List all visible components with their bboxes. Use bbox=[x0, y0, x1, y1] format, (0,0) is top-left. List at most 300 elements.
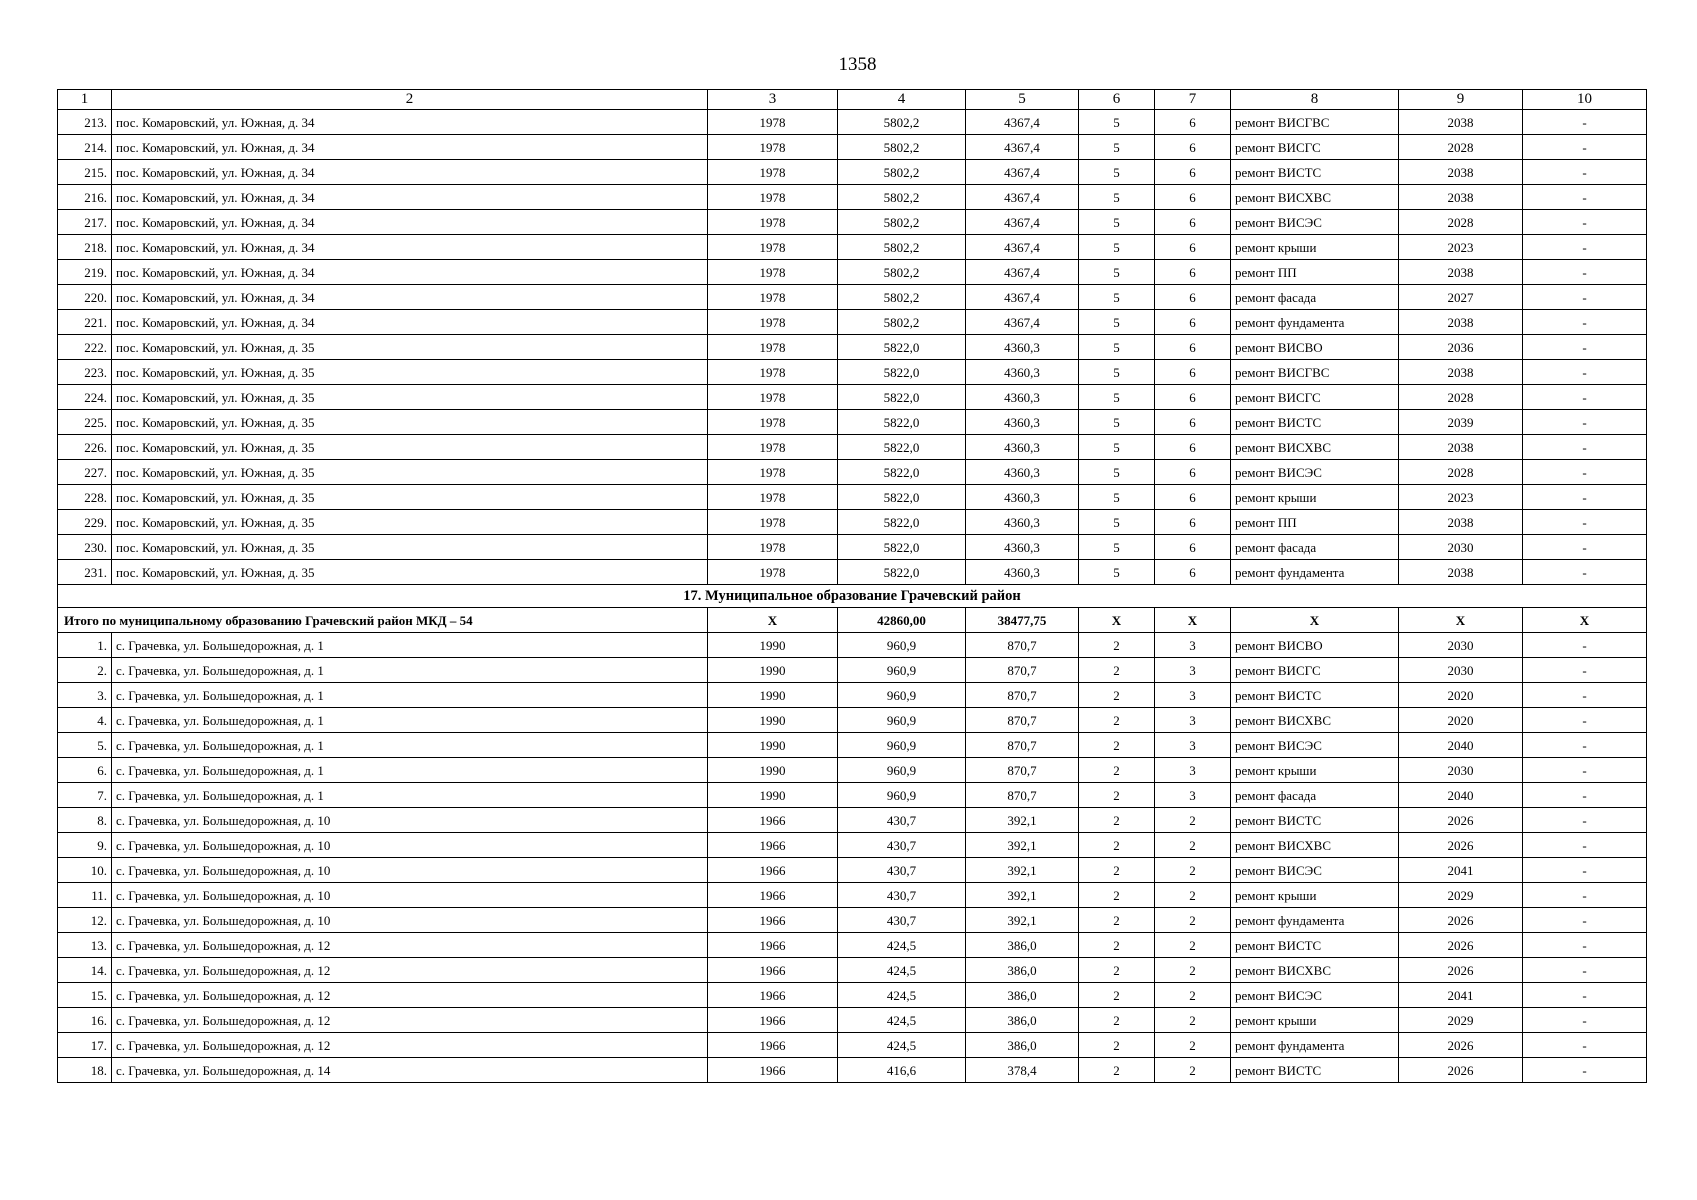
cell-plan-year: 2038 bbox=[1399, 510, 1523, 535]
total-work: Х bbox=[1231, 608, 1399, 633]
cell-row-number: 14. bbox=[58, 958, 112, 983]
cell-note: - bbox=[1523, 460, 1647, 485]
column-header: 1 bbox=[58, 90, 112, 110]
cell-address: с. Грачевка, ул. Большедорожная, д. 10 bbox=[112, 858, 708, 883]
table-row bbox=[58, 1058, 1647, 1083]
cell-floors: 2 bbox=[1079, 633, 1155, 658]
cell-floors: 2 bbox=[1079, 808, 1155, 833]
cell-note: - bbox=[1523, 210, 1647, 235]
total-entrances: Х bbox=[1155, 608, 1231, 633]
cell-address: с. Грачевка, ул. Большедорожная, д. 12 bbox=[112, 1008, 708, 1033]
table-row bbox=[58, 260, 1647, 285]
cell-entrances: 6 bbox=[1155, 185, 1231, 210]
cell-floors: 5 bbox=[1079, 385, 1155, 410]
cell-work-type: ремонт ВИСТС bbox=[1231, 683, 1399, 708]
cell-address: пос. Комаровский, ул. Южная, д. 35 bbox=[112, 535, 708, 560]
cell-address: с. Грачевка, ул. Большедорожная, д. 1 bbox=[112, 683, 708, 708]
cell-build-year: 1966 bbox=[708, 1033, 838, 1058]
cell-work-type: ремонт фундамента bbox=[1231, 560, 1399, 585]
cell-area-living: 4367,4 bbox=[966, 185, 1079, 210]
cell-note: - bbox=[1523, 858, 1647, 883]
cell-address: с. Грачевка, ул. Большедорожная, д. 1 bbox=[112, 758, 708, 783]
cell-row-number: 230. bbox=[58, 535, 112, 560]
cell-area-living: 4360,3 bbox=[966, 335, 1079, 360]
cell-area-total: 430,7 bbox=[838, 833, 966, 858]
cell-plan-year: 2020 bbox=[1399, 708, 1523, 733]
cell-row-number: 9. bbox=[58, 833, 112, 858]
cell-note: - bbox=[1523, 683, 1647, 708]
cell-address: с. Грачевка, ул. Большедорожная, д. 12 bbox=[112, 933, 708, 958]
cell-plan-year: 2038 bbox=[1399, 560, 1523, 585]
cell-area-total: 5822,0 bbox=[838, 435, 966, 460]
cell-row-number: 3. bbox=[58, 683, 112, 708]
cell-area-living: 4367,4 bbox=[966, 160, 1079, 185]
table-row bbox=[58, 683, 1647, 708]
table-row bbox=[58, 883, 1647, 908]
total-year: Х bbox=[708, 608, 838, 633]
cell-work-type: ремонт ВИСЭС bbox=[1231, 983, 1399, 1008]
cell-area-living: 4360,3 bbox=[966, 435, 1079, 460]
cell-row-number: 1. bbox=[58, 633, 112, 658]
cell-entrances: 6 bbox=[1155, 410, 1231, 435]
cell-work-type: ремонт крыши bbox=[1231, 1008, 1399, 1033]
cell-plan-year: 2029 bbox=[1399, 883, 1523, 908]
cell-entrances: 6 bbox=[1155, 485, 1231, 510]
cell-floors: 5 bbox=[1079, 160, 1155, 185]
column-number-row bbox=[58, 90, 1647, 110]
cell-work-type: ремонт фасада bbox=[1231, 783, 1399, 808]
cell-area-living: 4367,4 bbox=[966, 210, 1079, 235]
cell-entrances: 3 bbox=[1155, 633, 1231, 658]
cell-note: - bbox=[1523, 983, 1647, 1008]
table-row bbox=[58, 933, 1647, 958]
cell-note: - bbox=[1523, 510, 1647, 535]
cell-row-number: 12. bbox=[58, 908, 112, 933]
table-row bbox=[58, 833, 1647, 858]
cell-note: - bbox=[1523, 733, 1647, 758]
cell-work-type: ремонт ВИСХВС bbox=[1231, 435, 1399, 460]
cell-work-type: ремонт ВИСЭС bbox=[1231, 210, 1399, 235]
cell-address: пос. Комаровский, ул. Южная, д. 34 bbox=[112, 135, 708, 160]
cell-plan-year: 2028 bbox=[1399, 210, 1523, 235]
cell-area-total: 430,7 bbox=[838, 908, 966, 933]
cell-work-type: ремонт фундамента bbox=[1231, 1033, 1399, 1058]
cell-build-year: 1978 bbox=[708, 235, 838, 260]
cell-floors: 5 bbox=[1079, 285, 1155, 310]
cell-work-type: ремонт ВИСВО bbox=[1231, 633, 1399, 658]
page-number: 1358 bbox=[838, 54, 877, 75]
cell-area-living: 392,1 bbox=[966, 833, 1079, 858]
table-row bbox=[58, 983, 1647, 1008]
cell-address: пос. Комаровский, ул. Южная, д. 34 bbox=[112, 310, 708, 335]
cell-plan-year: 2026 bbox=[1399, 958, 1523, 983]
cell-build-year: 1990 bbox=[708, 733, 838, 758]
cell-area-total: 5822,0 bbox=[838, 560, 966, 585]
table-row bbox=[58, 808, 1647, 833]
cell-floors: 2 bbox=[1079, 708, 1155, 733]
cell-floors: 5 bbox=[1079, 310, 1155, 335]
cell-entrances: 6 bbox=[1155, 260, 1231, 285]
cell-area-living: 4360,3 bbox=[966, 410, 1079, 435]
table-row bbox=[58, 210, 1647, 235]
cell-floors: 2 bbox=[1079, 683, 1155, 708]
cell-note: - bbox=[1523, 633, 1647, 658]
cell-row-number: 5. bbox=[58, 733, 112, 758]
cell-build-year: 1990 bbox=[708, 658, 838, 683]
cell-area-living: 386,0 bbox=[966, 958, 1079, 983]
table-row bbox=[58, 435, 1647, 460]
rows-gracheva bbox=[58, 633, 1647, 1083]
cell-build-year: 1978 bbox=[708, 360, 838, 385]
table-row bbox=[58, 1033, 1647, 1058]
cell-address: пос. Комаровский, ул. Южная, д. 34 bbox=[112, 260, 708, 285]
cell-floors: 2 bbox=[1079, 1008, 1155, 1033]
cell-area-living: 4360,3 bbox=[966, 385, 1079, 410]
cell-floors: 5 bbox=[1079, 435, 1155, 460]
cell-work-type: ремонт крыши bbox=[1231, 235, 1399, 260]
cell-area-living: 386,0 bbox=[966, 933, 1079, 958]
cell-plan-year: 2038 bbox=[1399, 310, 1523, 335]
cell-floors: 5 bbox=[1079, 360, 1155, 385]
cell-entrances: 6 bbox=[1155, 335, 1231, 360]
cell-area-total: 5822,0 bbox=[838, 410, 966, 435]
cell-area-total: 5822,0 bbox=[838, 360, 966, 385]
cell-area-living: 4367,4 bbox=[966, 235, 1079, 260]
cell-area-total: 424,5 bbox=[838, 1008, 966, 1033]
table-row bbox=[58, 285, 1647, 310]
cell-build-year: 1990 bbox=[708, 783, 838, 808]
cell-plan-year: 2023 bbox=[1399, 485, 1523, 510]
cell-address: с. Грачевка, ул. Большедорожная, д. 1 bbox=[112, 708, 708, 733]
table-row bbox=[58, 485, 1647, 510]
cell-area-total: 424,5 bbox=[838, 1033, 966, 1058]
cell-work-type: ремонт ВИСЭС bbox=[1231, 733, 1399, 758]
cell-build-year: 1978 bbox=[708, 510, 838, 535]
cell-area-living: 870,7 bbox=[966, 658, 1079, 683]
cell-area-living: 870,7 bbox=[966, 708, 1079, 733]
cell-floors: 2 bbox=[1079, 833, 1155, 858]
cell-floors: 5 bbox=[1079, 235, 1155, 260]
cell-address: пос. Комаровский, ул. Южная, д. 34 bbox=[112, 235, 708, 260]
cell-area-living: 392,1 bbox=[966, 883, 1079, 908]
cell-area-total: 5822,0 bbox=[838, 385, 966, 410]
cell-entrances: 6 bbox=[1155, 435, 1231, 460]
cell-address: с. Грачевка, ул. Большедорожная, д. 10 bbox=[112, 833, 708, 858]
cell-plan-year: 2041 bbox=[1399, 983, 1523, 1008]
cell-area-total: 5822,0 bbox=[838, 510, 966, 535]
table-row bbox=[58, 360, 1647, 385]
cell-floors: 2 bbox=[1079, 758, 1155, 783]
cell-address: пос. Комаровский, ул. Южная, д. 34 bbox=[112, 185, 708, 210]
cell-note: - bbox=[1523, 535, 1647, 560]
cell-area-living: 386,0 bbox=[966, 1008, 1079, 1033]
cell-area-total: 5802,2 bbox=[838, 235, 966, 260]
cell-entrances: 2 bbox=[1155, 883, 1231, 908]
cell-area-total: 5822,0 bbox=[838, 460, 966, 485]
cell-address: с. Грачевка, ул. Большедорожная, д. 14 bbox=[112, 1058, 708, 1083]
cell-address: с. Грачевка, ул. Большедорожная, д. 12 bbox=[112, 983, 708, 1008]
cell-work-type: ремонт ВИСГС bbox=[1231, 658, 1399, 683]
cell-work-type: ремонт ВИСХВС bbox=[1231, 833, 1399, 858]
cell-note: - bbox=[1523, 110, 1647, 135]
cell-entrances: 6 bbox=[1155, 210, 1231, 235]
cell-row-number: 213. bbox=[58, 110, 112, 135]
cell-note: - bbox=[1523, 833, 1647, 858]
cell-address: пос. Комаровский, ул. Южная, д. 35 bbox=[112, 360, 708, 385]
column-header: 6 bbox=[1079, 90, 1155, 110]
cell-area-living: 4360,3 bbox=[966, 560, 1079, 585]
cell-area-total: 5802,2 bbox=[838, 260, 966, 285]
cell-plan-year: 2028 bbox=[1399, 385, 1523, 410]
cell-floors: 5 bbox=[1079, 135, 1155, 160]
cell-entrances: 3 bbox=[1155, 658, 1231, 683]
cell-note: - bbox=[1523, 135, 1647, 160]
table-row bbox=[58, 658, 1647, 683]
cell-plan-year: 2036 bbox=[1399, 335, 1523, 360]
table-row bbox=[58, 560, 1647, 585]
cell-work-type: ремонт фундамента bbox=[1231, 908, 1399, 933]
cell-work-type: ремонт ВИСЭС bbox=[1231, 460, 1399, 485]
cell-address: с. Грачевка, ул. Большедорожная, д. 12 bbox=[112, 958, 708, 983]
cell-area-living: 4360,3 bbox=[966, 535, 1079, 560]
cell-note: - bbox=[1523, 435, 1647, 460]
cell-plan-year: 2020 bbox=[1399, 683, 1523, 708]
cell-floors: 2 bbox=[1079, 858, 1155, 883]
cell-row-number: 8. bbox=[58, 808, 112, 833]
cell-note: - bbox=[1523, 235, 1647, 260]
cell-work-type: ремонт ВИСГС bbox=[1231, 385, 1399, 410]
cell-address: пос. Комаровский, ул. Южная, д. 35 bbox=[112, 335, 708, 360]
table-row bbox=[58, 535, 1647, 560]
cell-build-year: 1966 bbox=[708, 1058, 838, 1083]
cell-area-total: 960,9 bbox=[838, 683, 966, 708]
cell-build-year: 1966 bbox=[708, 983, 838, 1008]
cell-area-total: 430,7 bbox=[838, 808, 966, 833]
cell-plan-year: 2028 bbox=[1399, 135, 1523, 160]
cell-area-total: 960,9 bbox=[838, 758, 966, 783]
table-row bbox=[58, 110, 1647, 135]
cell-entrances: 6 bbox=[1155, 535, 1231, 560]
cell-note: - bbox=[1523, 310, 1647, 335]
cell-build-year: 1990 bbox=[708, 708, 838, 733]
cell-floors: 2 bbox=[1079, 1058, 1155, 1083]
cell-area-living: 4367,4 bbox=[966, 135, 1079, 160]
cell-floors: 5 bbox=[1079, 535, 1155, 560]
cell-build-year: 1978 bbox=[708, 435, 838, 460]
total-floors: Х bbox=[1079, 608, 1155, 633]
cell-work-type: ремонт ВИСХВС bbox=[1231, 958, 1399, 983]
cell-build-year: 1966 bbox=[708, 908, 838, 933]
cell-entrances: 6 bbox=[1155, 510, 1231, 535]
cell-row-number: 218. bbox=[58, 235, 112, 260]
cell-row-number: 231. bbox=[58, 560, 112, 585]
cell-area-living: 4360,3 bbox=[966, 460, 1079, 485]
table-row bbox=[58, 510, 1647, 535]
cell-row-number: 10. bbox=[58, 858, 112, 883]
cell-area-living: 378,4 bbox=[966, 1058, 1079, 1083]
column-header: 5 bbox=[966, 90, 1079, 110]
cell-plan-year: 2038 bbox=[1399, 110, 1523, 135]
cell-work-type: ремонт фасада bbox=[1231, 535, 1399, 560]
cell-area-total: 960,9 bbox=[838, 708, 966, 733]
section-title: 17. Муниципальное образование Грачевский район bbox=[58, 585, 1647, 608]
column-header: 2 bbox=[112, 90, 708, 110]
column-header: 7 bbox=[1155, 90, 1231, 110]
cell-note: - bbox=[1523, 933, 1647, 958]
cell-address: пос. Комаровский, ул. Южная, д. 35 bbox=[112, 460, 708, 485]
cell-floors: 5 bbox=[1079, 185, 1155, 210]
cell-address: с. Грачевка, ул. Большедорожная, д. 1 bbox=[112, 633, 708, 658]
cell-area-total: 5802,2 bbox=[838, 160, 966, 185]
cell-note: - bbox=[1523, 360, 1647, 385]
cell-area-living: 870,7 bbox=[966, 783, 1079, 808]
cell-work-type: ремонт ВИСТС bbox=[1231, 160, 1399, 185]
cell-note: - bbox=[1523, 1033, 1647, 1058]
cell-area-total: 424,5 bbox=[838, 933, 966, 958]
total-note: Х bbox=[1523, 608, 1647, 633]
cell-area-living: 4367,4 bbox=[966, 260, 1079, 285]
cell-plan-year: 2026 bbox=[1399, 1058, 1523, 1083]
cell-entrances: 6 bbox=[1155, 385, 1231, 410]
cell-work-type: ремонт ВИСГВС bbox=[1231, 360, 1399, 385]
cell-area-living: 870,7 bbox=[966, 758, 1079, 783]
cell-entrances: 2 bbox=[1155, 983, 1231, 1008]
cell-row-number: 222. bbox=[58, 335, 112, 360]
table-row bbox=[58, 708, 1647, 733]
cell-floors: 5 bbox=[1079, 210, 1155, 235]
cell-build-year: 1978 bbox=[708, 410, 838, 435]
cell-area-total: 960,9 bbox=[838, 783, 966, 808]
cell-build-year: 1978 bbox=[708, 385, 838, 410]
cell-build-year: 1978 bbox=[708, 560, 838, 585]
cell-entrances: 2 bbox=[1155, 858, 1231, 883]
cell-area-total: 5802,2 bbox=[838, 310, 966, 335]
cell-plan-year: 2041 bbox=[1399, 858, 1523, 883]
cell-entrances: 6 bbox=[1155, 360, 1231, 385]
cell-plan-year: 2029 bbox=[1399, 1008, 1523, 1033]
cell-entrances: 2 bbox=[1155, 808, 1231, 833]
cell-row-number: 215. bbox=[58, 160, 112, 185]
table-row bbox=[58, 733, 1647, 758]
cell-area-total: 960,9 bbox=[838, 633, 966, 658]
column-header: 10 bbox=[1523, 90, 1647, 110]
rows-komarovsky bbox=[58, 110, 1647, 585]
cell-build-year: 1990 bbox=[708, 683, 838, 708]
cell-area-total: 5822,0 bbox=[838, 485, 966, 510]
section-gracheva bbox=[58, 585, 1647, 633]
cell-plan-year: 2038 bbox=[1399, 435, 1523, 460]
cell-address: пос. Комаровский, ул. Южная, д. 34 bbox=[112, 160, 708, 185]
cell-note: - bbox=[1523, 335, 1647, 360]
total-area-total: 42860,00 bbox=[838, 608, 966, 633]
cell-build-year: 1978 bbox=[708, 260, 838, 285]
cell-entrances: 3 bbox=[1155, 683, 1231, 708]
cell-build-year: 1966 bbox=[708, 808, 838, 833]
cell-address: с. Грачевка, ул. Большедорожная, д. 12 bbox=[112, 1033, 708, 1058]
cell-entrances: 6 bbox=[1155, 285, 1231, 310]
cell-floors: 5 bbox=[1079, 460, 1155, 485]
cell-entrances: 6 bbox=[1155, 560, 1231, 585]
cell-row-number: 217. bbox=[58, 210, 112, 235]
cell-entrances: 6 bbox=[1155, 235, 1231, 260]
cell-build-year: 1966 bbox=[708, 858, 838, 883]
cell-floors: 5 bbox=[1079, 485, 1155, 510]
cell-area-living: 4367,4 bbox=[966, 285, 1079, 310]
cell-plan-year: 2038 bbox=[1399, 360, 1523, 385]
cell-work-type: ремонт крыши bbox=[1231, 883, 1399, 908]
cell-area-living: 870,7 bbox=[966, 733, 1079, 758]
cell-build-year: 1978 bbox=[708, 210, 838, 235]
cell-entrances: 2 bbox=[1155, 1058, 1231, 1083]
cell-row-number: 219. bbox=[58, 260, 112, 285]
cell-build-year: 1978 bbox=[708, 185, 838, 210]
cell-entrances: 6 bbox=[1155, 460, 1231, 485]
cell-floors: 5 bbox=[1079, 110, 1155, 135]
cell-build-year: 1966 bbox=[708, 933, 838, 958]
cell-area-total: 430,7 bbox=[838, 858, 966, 883]
cell-area-living: 4360,3 bbox=[966, 485, 1079, 510]
cell-floors: 2 bbox=[1079, 733, 1155, 758]
cell-entrances: 3 bbox=[1155, 783, 1231, 808]
cell-work-type: ремонт ВИСТС bbox=[1231, 1058, 1399, 1083]
cell-note: - bbox=[1523, 758, 1647, 783]
register-table bbox=[57, 89, 1647, 1083]
cell-address: с. Грачевка, ул. Большедорожная, д. 10 bbox=[112, 883, 708, 908]
cell-address: пос. Комаровский, ул. Южная, д. 35 bbox=[112, 385, 708, 410]
cell-note: - bbox=[1523, 160, 1647, 185]
cell-entrances: 3 bbox=[1155, 733, 1231, 758]
cell-address: пос. Комаровский, ул. Южная, д. 35 bbox=[112, 410, 708, 435]
cell-row-number: 225. bbox=[58, 410, 112, 435]
cell-work-type: ремонт ВИСГС bbox=[1231, 135, 1399, 160]
column-header: 4 bbox=[838, 90, 966, 110]
cell-plan-year: 2040 bbox=[1399, 783, 1523, 808]
cell-row-number: 13. bbox=[58, 933, 112, 958]
cell-area-total: 424,5 bbox=[838, 958, 966, 983]
cell-area-living: 870,7 bbox=[966, 683, 1079, 708]
table-row bbox=[58, 783, 1647, 808]
table-row bbox=[58, 410, 1647, 435]
table-row bbox=[58, 135, 1647, 160]
cell-work-type: ремонт ВИСТС bbox=[1231, 933, 1399, 958]
table-row bbox=[58, 908, 1647, 933]
cell-area-living: 4360,3 bbox=[966, 360, 1079, 385]
cell-area-total: 424,5 bbox=[838, 983, 966, 1008]
cell-work-type: ремонт фасада bbox=[1231, 285, 1399, 310]
cell-work-type: ремонт ПП bbox=[1231, 510, 1399, 535]
cell-plan-year: 2030 bbox=[1399, 658, 1523, 683]
table-row bbox=[58, 758, 1647, 783]
table-row bbox=[58, 385, 1647, 410]
cell-floors: 5 bbox=[1079, 335, 1155, 360]
cell-row-number: 4. bbox=[58, 708, 112, 733]
cell-work-type: ремонт ВИСТС bbox=[1231, 410, 1399, 435]
cell-area-total: 960,9 bbox=[838, 658, 966, 683]
cell-row-number: 216. bbox=[58, 185, 112, 210]
cell-entrances: 3 bbox=[1155, 758, 1231, 783]
total-plan-year: Х bbox=[1399, 608, 1523, 633]
cell-build-year: 1978 bbox=[708, 110, 838, 135]
cell-plan-year: 2038 bbox=[1399, 185, 1523, 210]
cell-build-year: 1978 bbox=[708, 460, 838, 485]
cell-row-number: 220. bbox=[58, 285, 112, 310]
cell-address: пос. Комаровский, ул. Южная, д. 34 bbox=[112, 110, 708, 135]
cell-note: - bbox=[1523, 1058, 1647, 1083]
cell-row-number: 214. bbox=[58, 135, 112, 160]
cell-row-number: 17. bbox=[58, 1033, 112, 1058]
cell-entrances: 6 bbox=[1155, 160, 1231, 185]
table-row bbox=[58, 235, 1647, 260]
